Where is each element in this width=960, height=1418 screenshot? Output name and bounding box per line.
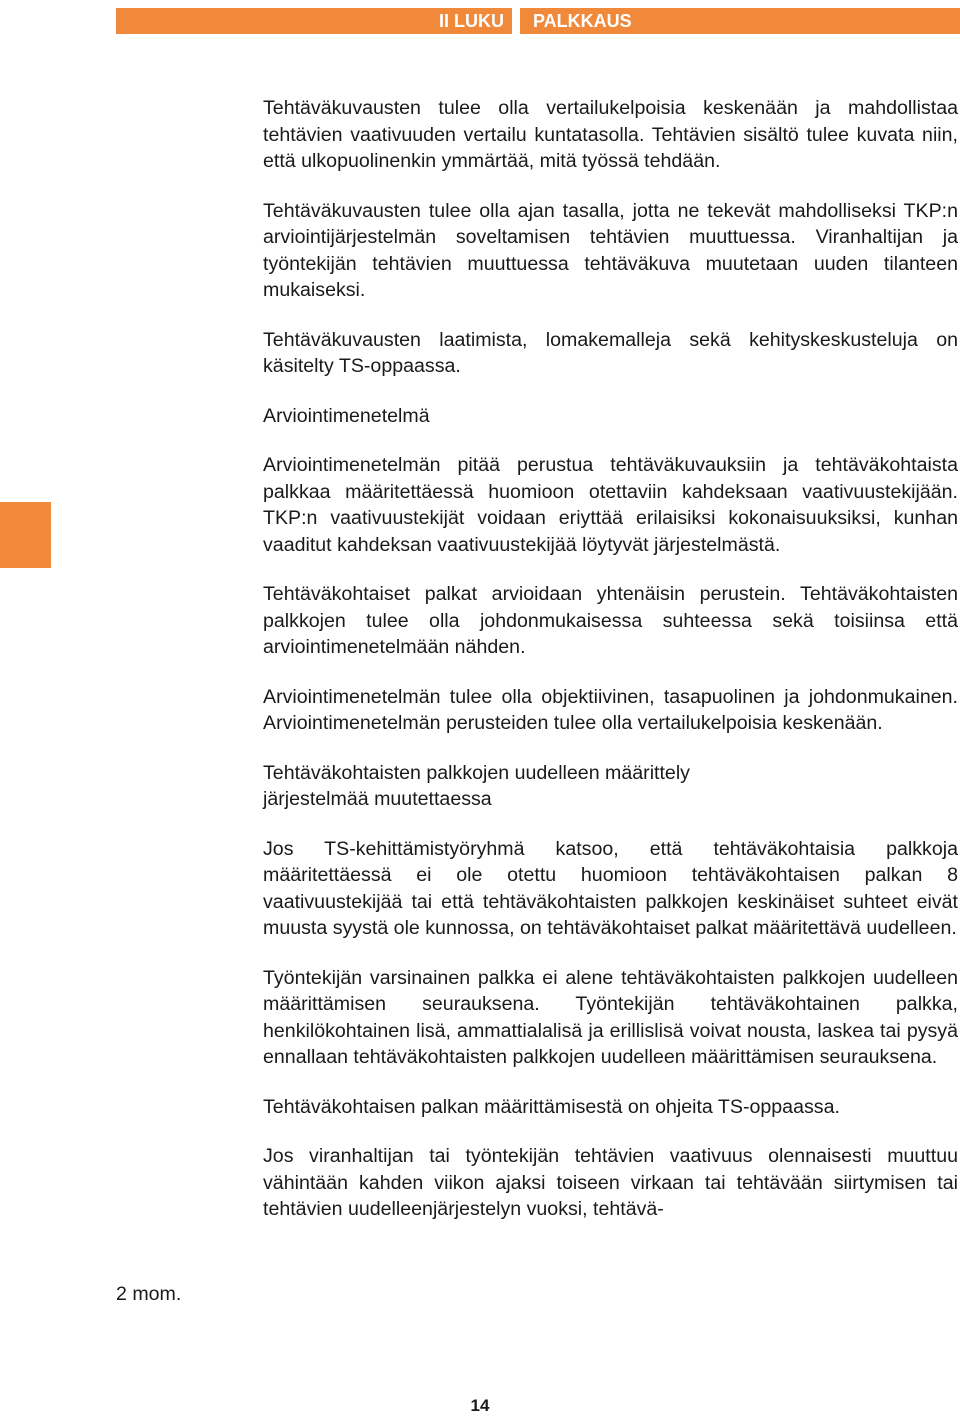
chapter-header: II LUKU — [116, 8, 512, 34]
paragraph: Arviointimenetelmän tulee olla objektiivinen, tasapuolinen ja johdonmukainen. Arviointimenetelmän perusteiden tulee olla vertailukelpoisia keskenään. — [263, 685, 958, 734]
paragraph: Jos TS-kehittämistyöryhmä katsoo, että tehtäväkohtaisia palkkoja määritettäessä ei ole otettu huomioon tehtäväkohtaisen palkan 8 vaativuustekijää tai että tehtäväkohtaisten palkkojen keskinäiset suhteet eivät muusta syystä ole kunnossa, on tehtäväkohtaiset palkat määritettävä uudelleen. — [263, 837, 958, 939]
paragraph: Tehtäväkuvausten laatimista, lomakemalleja sekä kehityskeskusteluja on käsitelty TS-oppaassa. — [263, 328, 958, 377]
paragraph: Tehtäväkuvausten tulee olla ajan tasalla, jotta ne tekevät mahdolliseksi TKP:n arviointijärjestelmän soveltamisen tehtävien muuttuessa. Viranhaltijan ja työntekijän tehtävien muuttuessa tehtäväkuva muutetaan uuden tilanteen mukaiseksi. — [263, 199, 958, 301]
paragraph: Tehtäväkuvausten tulee olla vertailukelpoisia keskenään ja mahdollistaa tehtävien vaativuuden vertailu kuntatasolla. Tehtävien sisältö tulee kuvata niin, että ulkopuolinenkin ymmärtää, mitä työssä tehdään. — [263, 97, 958, 172]
paragraph: Työntekijän varsinainen palkka ei alene tehtäväkohtaisten palkkojen uudelleen määrittämisen seurauksena. Työntekijän tehtäväkohtainen palkka, henkilökohtainen lisä, ammattialalisä ja erillislisä voivat nousta, laskea tai pysyä ennallaan tehtäväkohtaisten palkkojen uudelleen määrittämisen seurauksena. — [263, 966, 958, 1068]
side-tab-marker — [0, 502, 51, 568]
moment-text: Jos viranhaltijan tai työntekijän tehtävien vaativuus olennaisesti muuttuu vähintään kahden viikon ajaksi toiseen virkaan tai tehtävään siirtymisen tai tehtävien uudelleenjärjestelyn vuoksi, tehtävä- — [263, 1145, 958, 1220]
body-text — [263, 95, 958, 1246]
paragraph: Tehtäväkohtaisen palkan määrittämisestä on ohjeita TS-oppaassa. — [263, 1095, 840, 1118]
subheading: Tehtäväkohtaisten palkkojen uudelleen määrittely järjestelmää muutettaessa — [263, 761, 690, 810]
page-number: 14 — [470, 1396, 490, 1415]
subheading: Arviointimenetelmä — [263, 404, 430, 427]
section-header: PALKKAUS — [520, 8, 960, 34]
paragraph: Tehtäväkohtaiset palkat arvioidaan yhtenäisin perustein. Tehtäväkohtaisten palkkojen tulee olla johdonmukaisessa suhteessa sekä toisiinsa että arviointimenetelmään nähden. — [263, 583, 958, 658]
paragraph: Arviointimenetelmän pitää perustua tehtäväkuvauksiin ja tehtäväkohtaista palkkaa määritettäessä huomioon otettaviin kahdeksaan vaativuustekijään. TKP:n vaativuustekijät voidaan eriyttää erilaisiksi kokonaisuuksiksi, kunhan vaaditut kahdeksan vaativuustekijää löytyvät järjestelmästä. — [263, 454, 958, 556]
moment-label: 2 mom. — [116, 1283, 182, 1305]
